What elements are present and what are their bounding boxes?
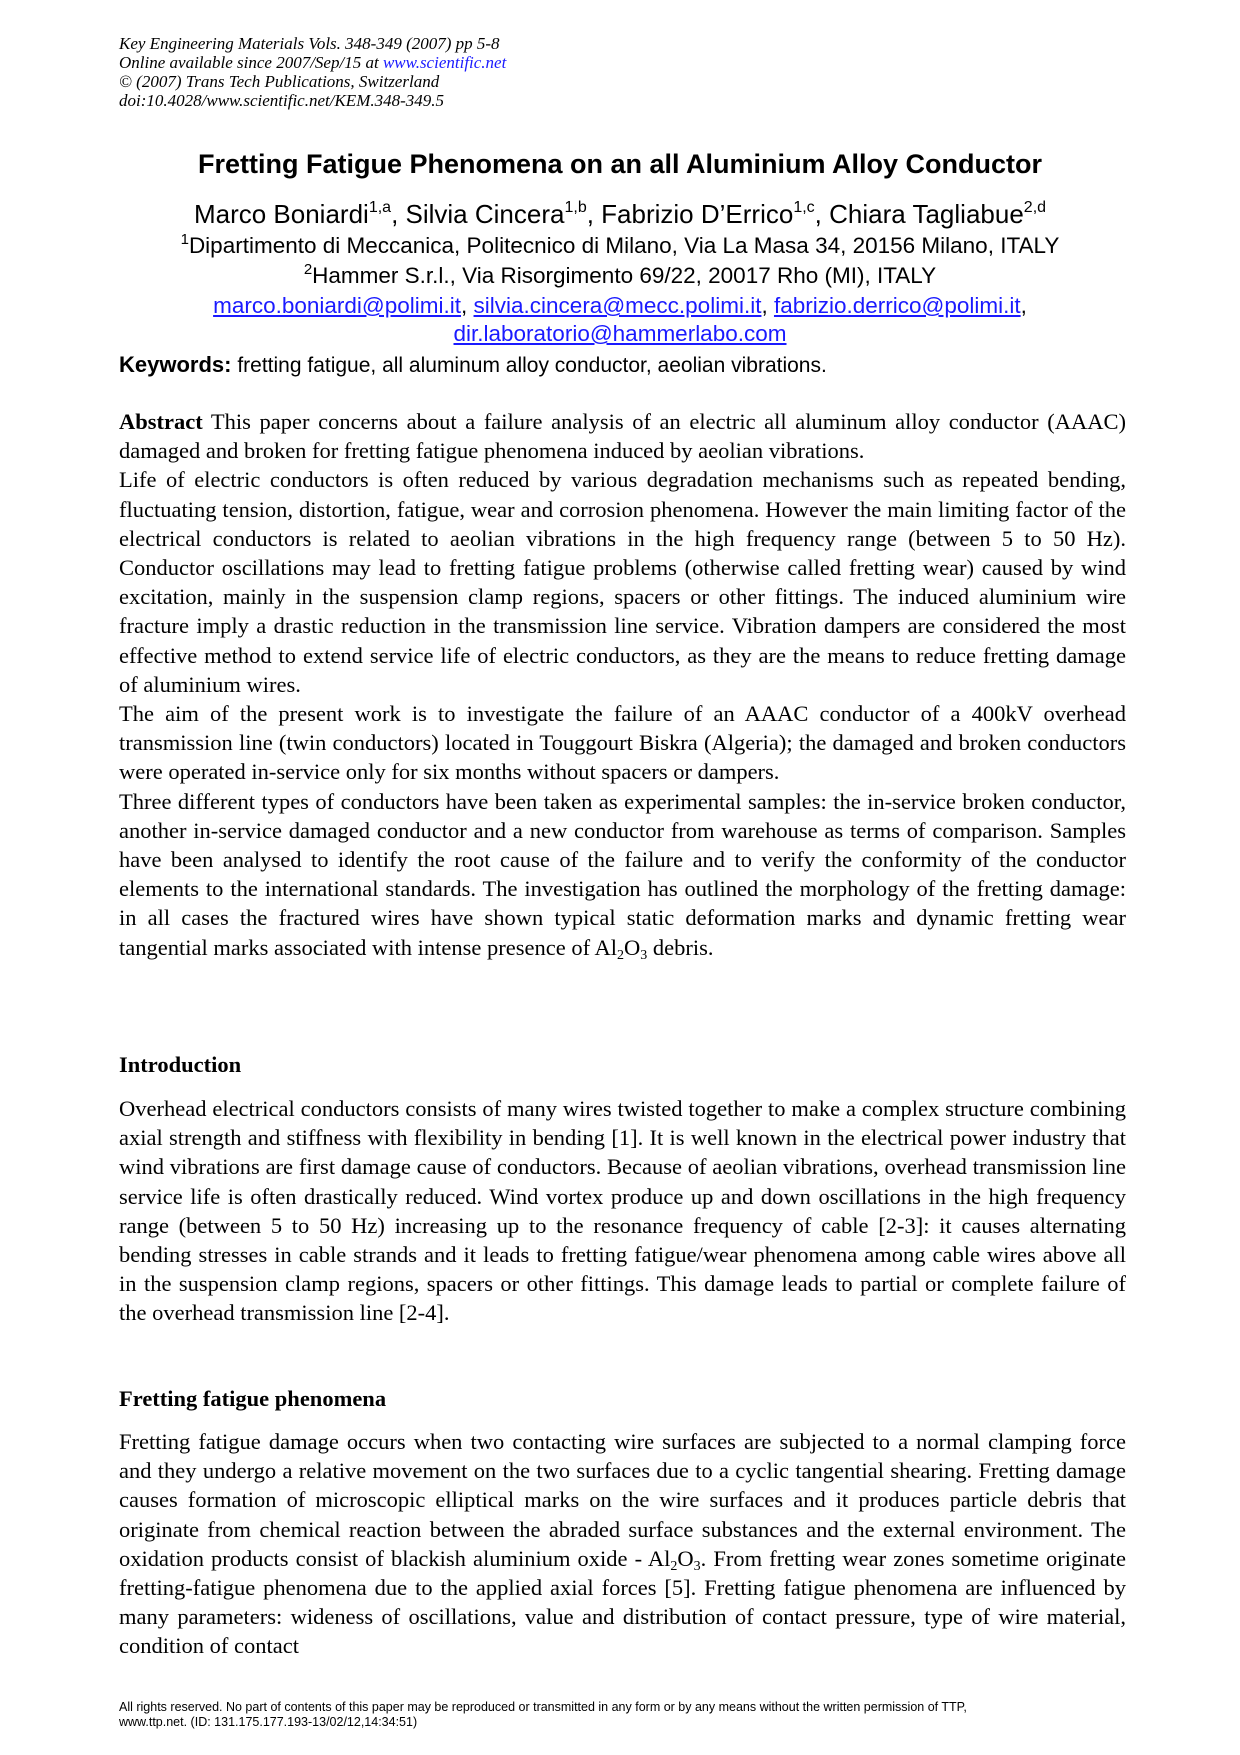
doi-line: doi:10.4028/www.scientific.net/KEM.348-349.5 [119, 91, 445, 110]
author-emails [0, 292, 1240, 320]
author-separator: , [391, 199, 406, 229]
affiliation-1 [0, 232, 1240, 260]
author-emails-continued [0, 320, 1240, 348]
journal-header [119, 34, 506, 110]
keywords-label: Keywords: [119, 352, 232, 377]
journal-citation: Key Engineering Materials Vols. 348-349 (2007) pp 5-8 [119, 34, 500, 53]
keywords-text: fretting fatigue, all aluminum alloy conductor, aeolian vibrations. [231, 354, 827, 377]
abstract-paragraph: The aim of the present work is to investigate the failure of an AAAC conductor of a 400kV overhead transmission line (twin conductors) located in Touggourt Biskra (Algeria); the damaged and broken conductors were operated in-service only for six months without spacers or dampers. [119, 701, 1126, 785]
formula-element: Al [647, 1545, 671, 1571]
footer-line: www.ttp.net. (ID: 131.175.177.193-13/02/12,14:34:51) [119, 1715, 418, 1729]
formula-subscript: 3 [693, 1558, 701, 1574]
footer-line: All rights reserved. No part of contents of this paper may be reproduced or transmitted in any form or by any means without the written permission of TTP, [119, 1700, 967, 1714]
publisher-link[interactable]: www.scientific.net [382, 53, 507, 72]
section-heading-fretting: Fretting fatigue phenomena [119, 1386, 387, 1411]
author-affiliation-mark: 2,d [1023, 199, 1047, 216]
fretting-text: Fretting fatigue damage occurs when two contacting wire surfaces are subjected to a normal clamping force and they undergo a relative movement on the two surfaces due to a cyclic tangential shearing. Fretting damage causes formation of microscopic elliptical marks on the wire surfaces and it produces particle debris that originate from chemical reaction between the abraded surface substances and the external environment. The oxidation products consist of blackish aluminium oxide - [119, 1429, 1126, 1571]
formula-element: O [623, 934, 641, 960]
fretting-text: . From fretting wear zones sometime originate fretting-fatigue phenomena due to the applied axial forces [5]. Fretting fatigue phenomena are influenced by many parameters: wideness of oscillations, value and distribution of contact pressure, type of wire material, condition of contact [119, 1545, 1126, 1659]
affiliation-text: Hammer S.r.l., Via Risorgimento 69/22, 20017 Rho (MI), ITALY [312, 263, 937, 288]
formula-element: Al [594, 934, 617, 960]
author-affiliation-mark: 1,a [368, 199, 392, 216]
email-link[interactable]: fabrizio.derrico@polimi.it [773, 293, 1021, 318]
affiliation-2 [0, 262, 1240, 290]
email-link[interactable]: silvia.cincera@mecc.polimi.it [473, 293, 762, 318]
online-availability [119, 53, 506, 72]
author-name: Marco Boniardi [193, 199, 369, 229]
chem-formula [594, 934, 648, 963]
copyright-line: © (2007) Trans Tech Publications, Switzerland [119, 72, 440, 91]
abstract [119, 407, 1126, 962]
formula-subscript: 2 [616, 947, 624, 963]
introduction-section [119, 1094, 1126, 1328]
author-separator: , [814, 199, 830, 229]
affiliation-number: 2 [303, 261, 313, 278]
email-link[interactable]: dir.laboratorio@hammerlabo.com [453, 321, 787, 346]
online-prefix: Online available since 2007/Sep/15 at [119, 53, 383, 72]
affiliation-number: 1 [180, 231, 189, 248]
email-separator: , [761, 293, 774, 318]
author-affiliation-mark: 1,c [793, 199, 815, 216]
abstract-paragraph [119, 407, 1126, 465]
chem-formula [647, 1545, 701, 1574]
author-affiliation-mark: 1,b [564, 199, 587, 216]
abstract-label: Abstract [119, 409, 203, 434]
fretting-section [119, 1427, 1126, 1661]
formula-element: O [677, 1545, 694, 1571]
email-separator: , [461, 293, 474, 318]
abstract-paragraph: Life of electric conductors is often reduced by various degradation mechanisms such as repeated bending, fluctuating tension, distortion, fatigue, wear and corrosion phenomena. However the main limiting factor of the electrical conductors is related to aeolian vibrations in the high frequency range (between 5 to 50 Hz). Conductor oscillations may lead to fretting fatigue problems (otherwise called fretting wear) caused by wind excitation, mainly in the suspension clamp regions, spacers or other fittings. The induced aluminium wire fracture imply a drastic reduction in the transmission line service. Vibration dampers are considered the most effective method to extend service life of electric conductors, as they are the means to reduce fretting damage of aluminium wires. [119, 467, 1126, 697]
author-name: Silvia Cincera [405, 199, 565, 229]
author-name: Fabrizio D’Errico [601, 199, 794, 229]
formula-subscript: 3 [640, 947, 648, 963]
email-link[interactable]: marco.boniardi@polimi.it [213, 293, 462, 318]
author-list [0, 198, 1240, 230]
copyright-footer [119, 1700, 967, 1730]
abstract-text: debris. [647, 934, 714, 960]
fretting-paragraph [119, 1427, 1126, 1661]
abstract-text: Three different types of conductors have been taken as experimental samples: the in-service broken conductor, another in-service damaged conductor and a new conductor from warehouse as terms of comparison. Samples have been analysed to identify the root cause of the failure and to verify the conformity of the conductor elements to the international standards. The investigation has outlined the morphology of the fretting damage: in all cases the fractured wires have shown typical static deformation marks and dynamic fretting wear tangential marks associated with intense presence of [119, 788, 1126, 960]
section-heading-introduction: Introduction [119, 1052, 242, 1077]
abstract-paragraph [119, 787, 1126, 962]
keywords [119, 351, 827, 380]
author-name: Chiara Tagliabue [829, 199, 1024, 229]
formula-subscript: 2 [670, 1558, 678, 1574]
email-separator: , [1020, 293, 1027, 318]
author-separator: , [586, 199, 602, 229]
abstract-text: This paper concerns about a failure analysis of an electric all aluminum alloy conductor (AAAC) damaged and broken for fretting fatigue phenomena induced by aeolian vibrations. [119, 409, 1126, 464]
introduction-paragraph: Overhead electrical conductors consists of many wires twisted together to make a complex structure combining axial strength and stiffness with flexibility in bending [1]. It is well known in the electrical power industry that wind vibrations are first damage cause of conductors. Because of aeolian vibrations, overhead transmission line service life is often drastically reduced. Wind vortex produce up and down oscillations in the high frequency range (between 5 to 50 Hz) increasing up to the resonance frequency of cable [2-3]: it causes alternating bending stresses in cable strands and it leads to fretting fatigue/wear phenomena among cable wires above all in the suspension clamp regions, spacers or other fittings. This damage leads to partial or complete failure of the overhead transmission line [2-4]. [119, 1096, 1126, 1326]
affiliation-text: Dipartimento di Meccanica, Politecnico di Milano, Via La Masa 34, 20156 Milano, ITALY [188, 233, 1060, 258]
paper-title: Fretting Fatigue Phenomena on an all Aluminium Alloy Conductor [197, 149, 1043, 179]
